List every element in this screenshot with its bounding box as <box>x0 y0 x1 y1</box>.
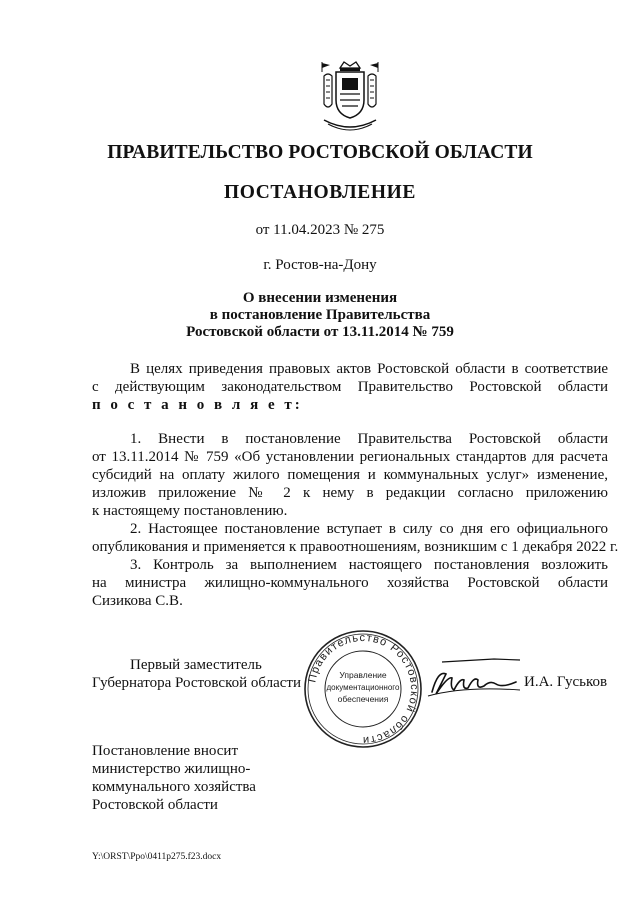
document-subject <box>0 290 640 341</box>
seal-inner-line: Управление <box>339 670 387 680</box>
item-2 <box>92 520 619 556</box>
item-line: к настоящему постановлению. <box>92 503 288 519</box>
item-line: от 13.11.2014 № 759 «Об установлении региональных стандартов для расчета <box>92 449 608 465</box>
item-1 <box>92 430 608 520</box>
preamble <box>92 360 608 414</box>
resolves-word: п о с т а н о в л я е т: <box>92 397 303 413</box>
position-line: Первый заместитель <box>130 657 262 673</box>
preamble-line: с действующим законодательством Правительство Ростовской области <box>92 379 608 395</box>
handwritten-signature-icon <box>424 656 524 702</box>
note-line: министерство жилищно- <box>92 761 251 777</box>
file-path: Y:\ORST\Ppo\0411p275.f23.docx <box>92 852 222 862</box>
position-line: Губернатора Ростовской области <box>92 675 302 691</box>
preamble-line: В целях приведения правовых актов Ростовской области в соответствие <box>130 361 608 377</box>
item-line: изложив приложение № 2 к нему в редакции согласно приложению <box>92 485 608 501</box>
organization-title: ПРАВИТЕЛЬСТВО РОСТОВСКОЙ ОБЛАСТИ <box>107 142 533 163</box>
item-line: 3. Контроль за выполнением настоящего постановления возложить <box>130 557 608 573</box>
item-line: опубликования и применяется к правоотношениям, возникшим с 1 декабря 2022 г. <box>92 539 619 555</box>
coat-of-arms-icon <box>318 60 382 136</box>
official-seal-icon <box>302 628 424 750</box>
note-line: Ростовской области <box>92 797 218 813</box>
document-kind: ПОСТАНОВЛЕНИЕ <box>223 182 417 203</box>
item-line: субсидий на оплату жилого помещения и коммунальных услуг» изменение, <box>92 467 608 483</box>
item-line: 2. Настоящее постановление вступает в силу со дня его официального <box>130 521 608 537</box>
note-line: коммунального хозяйства <box>92 779 256 795</box>
subject-line: О внесении изменения <box>242 290 398 306</box>
item-line: Сизикова С.В. <box>92 593 183 609</box>
document-date-number: от 11.04.2023 № 275 <box>255 222 385 238</box>
subject-line: в постановление Правительства <box>209 307 431 323</box>
item-3 <box>92 556 608 610</box>
seal-inner-line: документационного <box>326 683 400 692</box>
seal-inner-line: обеспечения <box>337 694 389 704</box>
item-line: 1. Внести в постановление Правительства Ростовской области <box>130 431 608 447</box>
note-line: Постановление вносит <box>92 743 239 759</box>
signatory-name: И.А. Гуськов <box>524 674 608 690</box>
signatory-position <box>92 656 301 692</box>
subject-line: Ростовской области от 13.11.2014 № 759 <box>186 324 454 340</box>
submitter-note <box>92 742 256 814</box>
item-line: на министра жилищно-коммунального хозяйства Ростовской области <box>92 575 608 591</box>
seal-outer-text: Правительство Ростовской области <box>306 631 421 747</box>
document-city: г. Ростов-на-Дону <box>263 257 377 273</box>
